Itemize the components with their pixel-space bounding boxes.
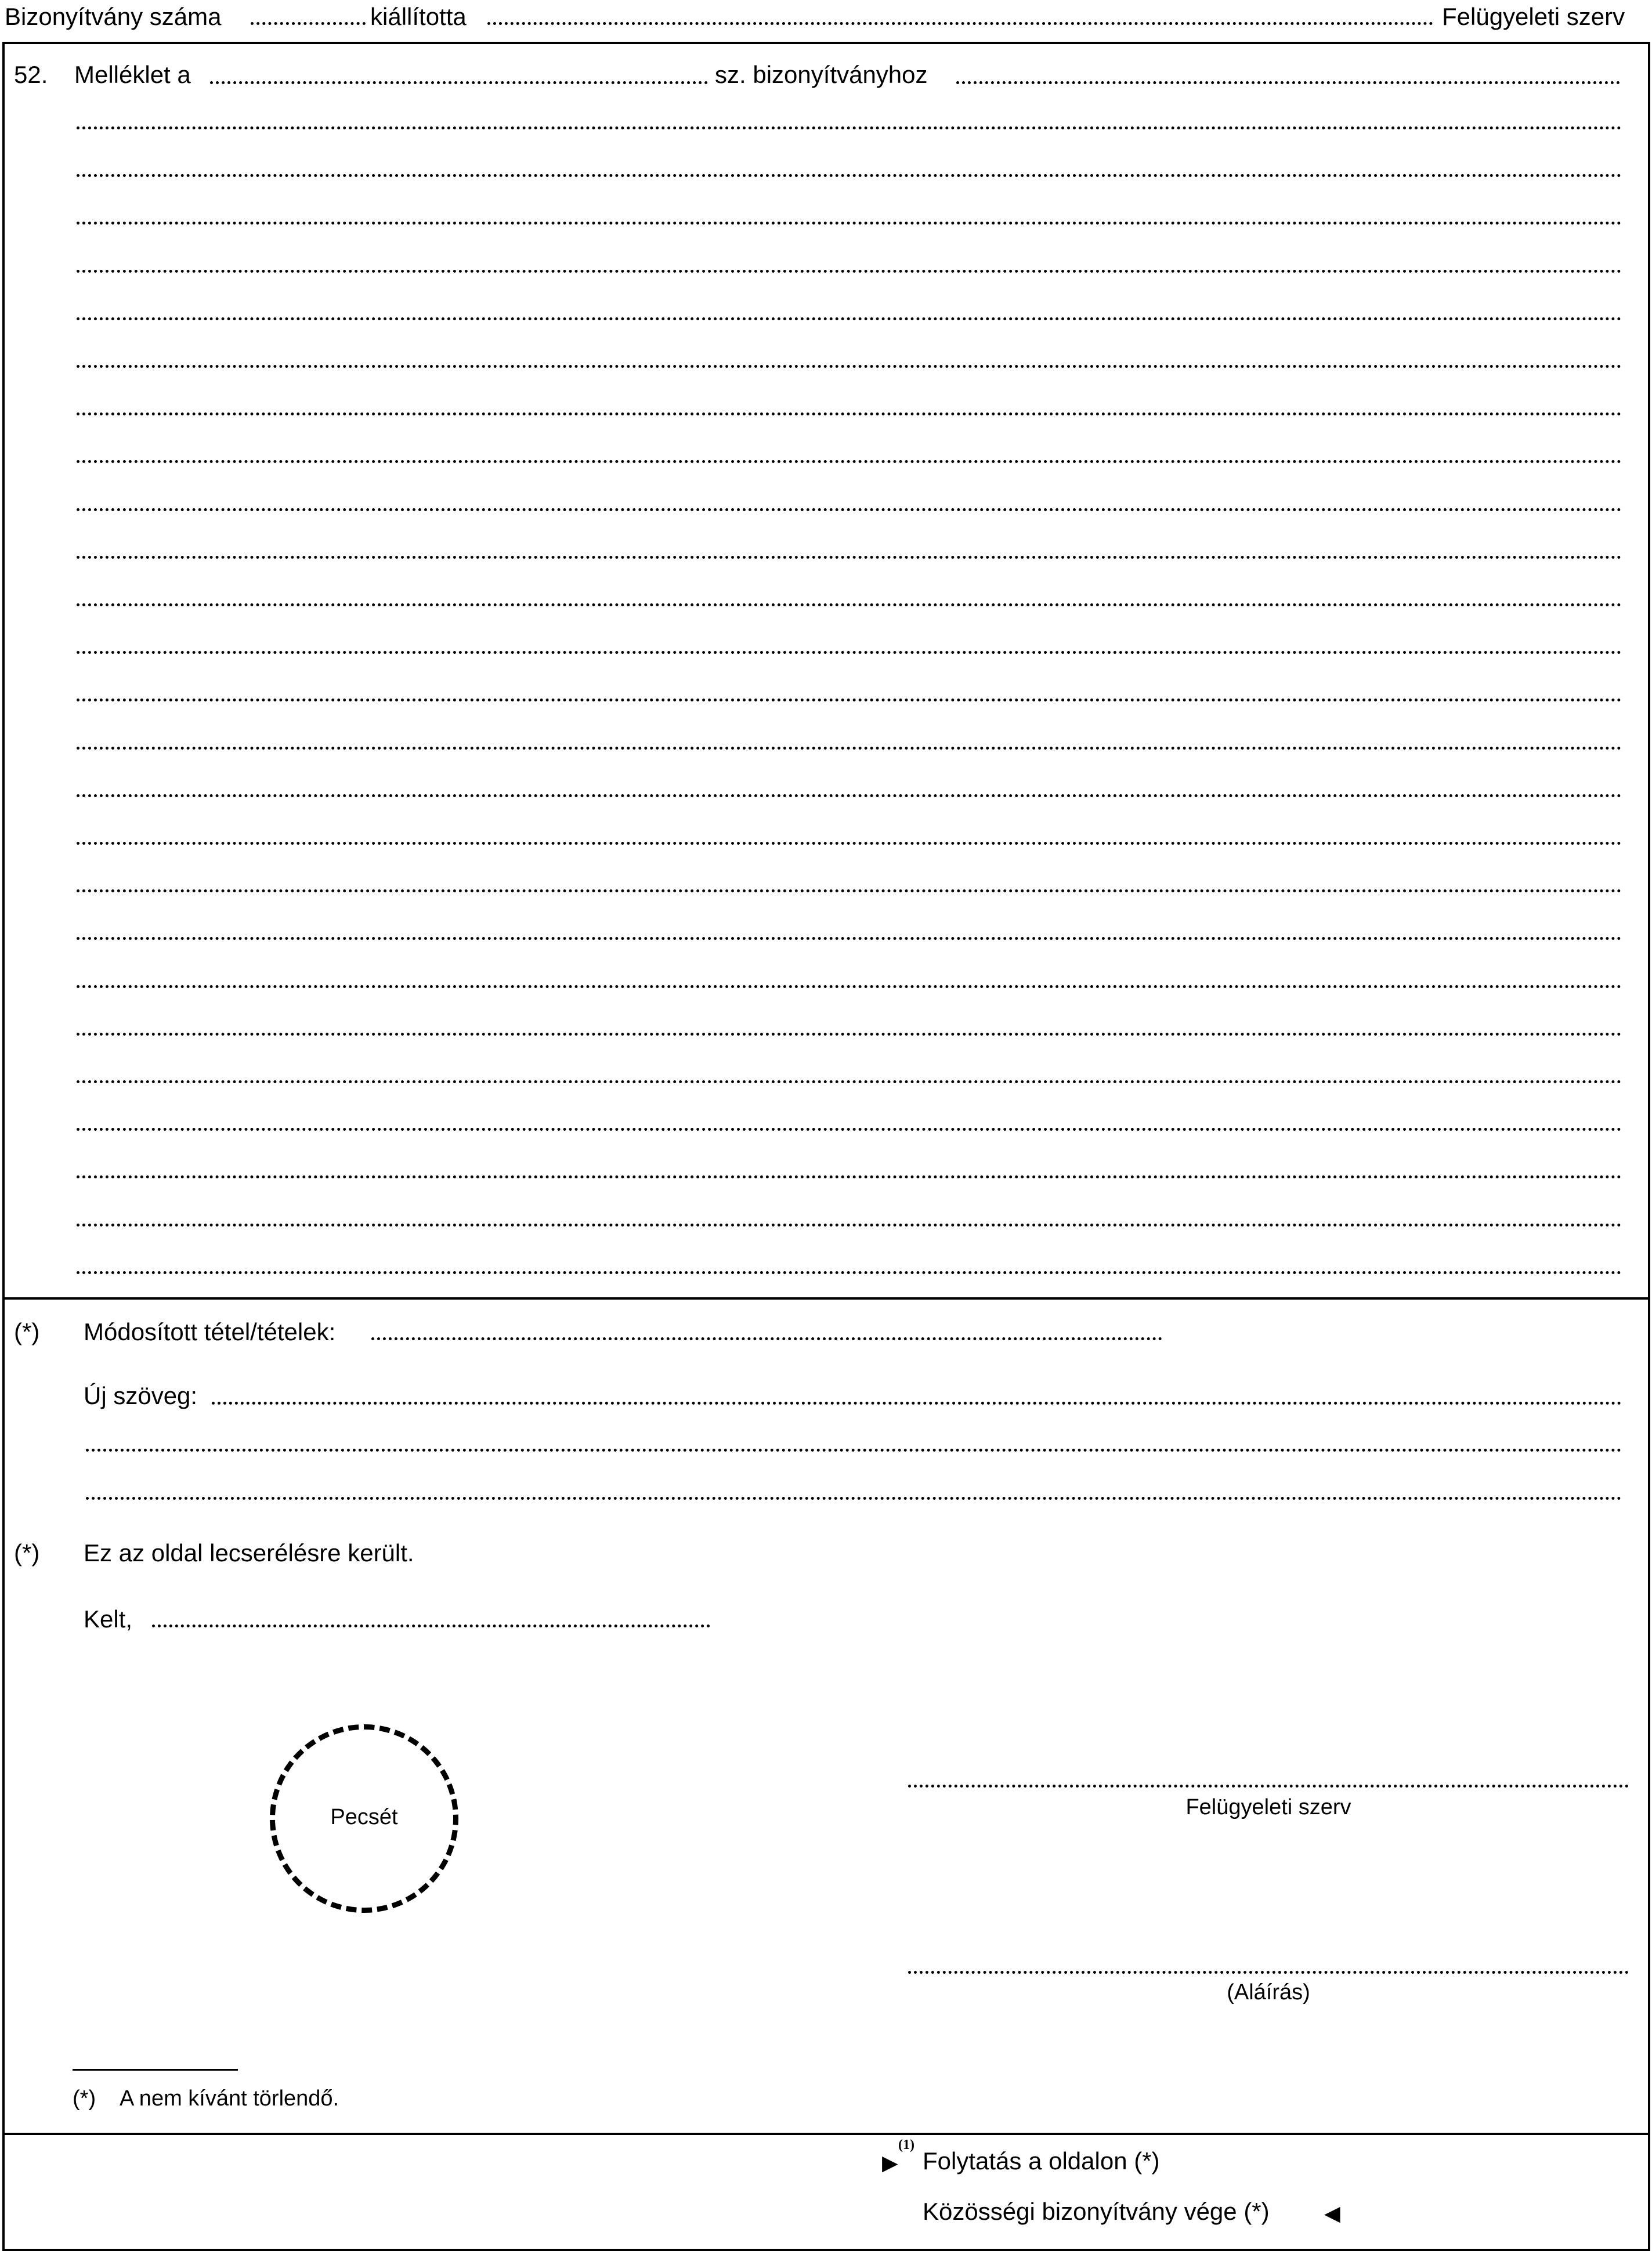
- ruled-line[interactable]: [77, 413, 1622, 415]
- ruled-line[interactable]: [77, 270, 1622, 273]
- ruled-line[interactable]: [77, 794, 1622, 797]
- ruled-line[interactable]: [77, 937, 1622, 940]
- signature-line[interactable]: [908, 1971, 1629, 1974]
- ruled-line[interactable]: [77, 699, 1622, 701]
- end-text: Közösségi bizonyítvány vége (*): [923, 2198, 1270, 2225]
- ruled-line[interactable]: [77, 508, 1622, 511]
- ruled-line[interactable]: [77, 365, 1622, 368]
- ruled-line[interactable]: [77, 842, 1622, 845]
- cert-number-field[interactable]: [251, 22, 366, 25]
- replacement-marker: (*): [14, 1539, 40, 1566]
- authority-signature-line[interactable]: [908, 1785, 1629, 1788]
- ruled-line[interactable]: [77, 747, 1622, 750]
- date-field[interactable]: [152, 1625, 710, 1627]
- ruled-line[interactable]: [77, 985, 1622, 988]
- footnote-rule: [73, 2069, 238, 2071]
- ruled-line[interactable]: [77, 1224, 1622, 1227]
- cert-number-label: Bizonyítvány száma: [5, 3, 222, 30]
- continue-text: Folytatás a oldalon (*): [923, 2147, 1160, 2175]
- ruled-line[interactable]: [77, 1175, 1622, 1178]
- modified-items-field[interactable]: [371, 1337, 1162, 1340]
- ruled-line[interactable]: [77, 556, 1622, 559]
- new-text-field-line-2[interactable]: [86, 1449, 1622, 1452]
- authority-label: Felügyeleti szerv: [1442, 3, 1625, 30]
- ruled-line[interactable]: [77, 603, 1622, 606]
- issued-by-field[interactable]: [487, 22, 1433, 25]
- footer-box: [2, 2133, 1650, 2251]
- ruled-line[interactable]: [77, 222, 1622, 225]
- continue-superscript: (1): [898, 2137, 914, 2152]
- continue-arrow-icon: ▶: [882, 2151, 898, 2175]
- authority-signature-label: Felügyeleti szerv: [1185, 1795, 1351, 1819]
- annex-title-field[interactable]: [956, 81, 1620, 84]
- ruled-line[interactable]: [77, 1271, 1622, 1274]
- ruled-line[interactable]: [77, 317, 1622, 320]
- footnote-text: A nem kívánt törlendő.: [120, 2086, 339, 2111]
- ruled-line[interactable]: [77, 889, 1622, 892]
- ruled-line[interactable]: [77, 460, 1622, 463]
- annex-label: Melléklet a: [74, 61, 191, 88]
- end-arrow-icon: ◀: [1324, 2201, 1340, 2225]
- new-text-field-line-3[interactable]: [86, 1497, 1622, 1500]
- modified-items-label: Módosított tétel/tételek:: [84, 1318, 336, 1345]
- annex-number: 52.: [14, 61, 48, 88]
- new-text-field-line-1[interactable]: [212, 1402, 1622, 1405]
- section-divider: [2, 1297, 1650, 1300]
- replacement-text: Ez az oldal lecserélésre került.: [84, 1539, 414, 1566]
- signature-label: (Aláírás): [1227, 1980, 1310, 2005]
- ruled-line[interactable]: [77, 651, 1622, 654]
- issued-by-label: kiállította: [370, 3, 467, 30]
- date-label: Kelt,: [84, 1605, 133, 1633]
- ruled-line[interactable]: [77, 1033, 1622, 1036]
- annex-cert-suffix: sz. bizonyítványhoz: [715, 61, 928, 88]
- ruled-line[interactable]: [77, 1128, 1622, 1131]
- ruled-line[interactable]: [77, 126, 1622, 129]
- main-frame: [2, 42, 1650, 2135]
- footnote-marker: (*): [73, 2086, 96, 2111]
- ruled-line[interactable]: [77, 1080, 1622, 1083]
- ruled-line[interactable]: [77, 174, 1622, 177]
- modified-items-marker: (*): [14, 1318, 40, 1345]
- new-text-label: Új szöveg:: [84, 1382, 198, 1409]
- stamp-label: Pecsét: [330, 1805, 398, 1829]
- annex-cert-number-field[interactable]: [210, 81, 708, 84]
- stamp-circle: [270, 1724, 458, 1913]
